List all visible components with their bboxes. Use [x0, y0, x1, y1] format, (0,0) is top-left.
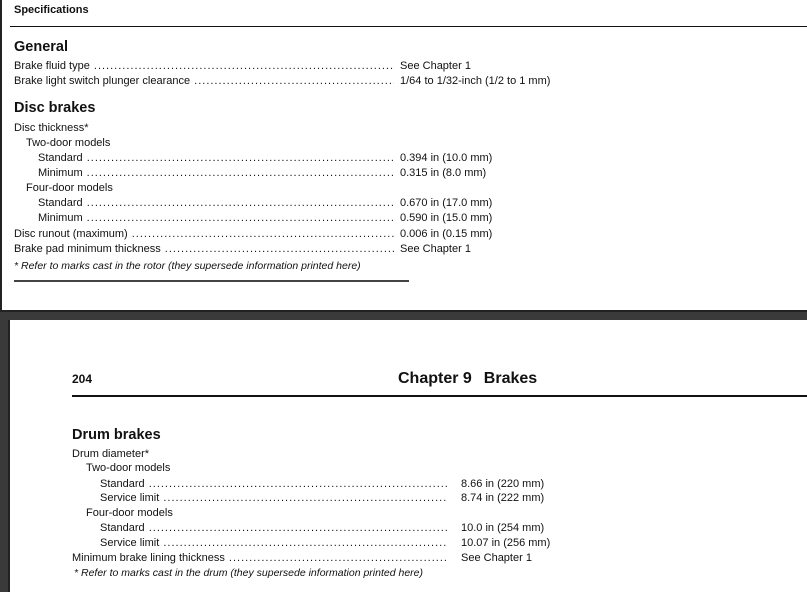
spec-row-disc-two-door-minimum — [38, 167, 487, 180]
spec-row-drum-two-door-standard — [100, 478, 545, 491]
spec-value: 8.74 in (222 mm) — [461, 492, 545, 504]
spec-row-brake-fluid — [14, 60, 471, 73]
spec-label: Brake fluid type ..... — [14, 60, 394, 73]
spec-label: Standard ..... — [100, 478, 448, 491]
spec-value: See Chapter 1 — [461, 552, 532, 564]
chapter-page — [8, 320, 807, 592]
spec-row-disc-runout — [14, 228, 493, 241]
disc-footnote: * Refer to marks cast in the rotor (they supersede information printed here) — [14, 260, 361, 272]
spec-value: 1/64 to 1/32-inch (1/2 to 1 mm) — [400, 75, 551, 87]
chapter-heading — [398, 370, 537, 388]
spec-row-disc-four-door-minimum — [38, 212, 493, 225]
spec-row-disc-four-door-standard — [38, 197, 493, 210]
section-header: Specifications — [14, 4, 89, 16]
spec-label: Service limit ..... — [100, 492, 448, 505]
spec-label: Disc runout (maximum) ..... — [14, 228, 394, 241]
header-rule — [10, 26, 807, 27]
chapter-rule — [72, 395, 807, 397]
spec-value: See Chapter 1 — [400, 243, 471, 255]
spec-label: Brake light switch plunger clearance ..... — [14, 75, 394, 88]
spec-value: 0.590 in (15.0 mm) — [400, 212, 493, 224]
spec-row-drum-two-door-limit — [100, 492, 545, 505]
spec-value: 0.006 in (0.15 mm) — [400, 228, 493, 240]
spec-label: Service limit ..... — [100, 537, 448, 550]
spec-label: Minimum ..... — [38, 212, 394, 225]
spec-label: Standard ..... — [38, 152, 394, 165]
spec-label: Standard ..... — [100, 522, 448, 535]
page-number: 204 — [72, 372, 93, 386]
spec-row-drum-four-door-standard — [100, 522, 545, 535]
spec-row-switch-clearance — [14, 75, 551, 88]
spec-label: Standard ..... — [38, 197, 394, 210]
spec-value: 0.670 in (17.0 mm) — [400, 197, 493, 209]
general-heading: General — [14, 39, 68, 55]
chapter-title: Brakes — [483, 370, 538, 387]
spec-value: 0.315 in (8.0 mm) — [400, 167, 487, 179]
drum-footnote: * Refer to marks cast in the drum (they supersede information printed here) — [74, 567, 423, 579]
spec-value: 10.0 in (254 mm) — [461, 522, 545, 534]
disc-brakes-heading: Disc brakes — [14, 100, 96, 116]
spec-row-disc-two-door-standard — [38, 152, 493, 165]
four-door-label: Four-door models — [86, 507, 173, 519]
disc-thickness-label: Disc thickness* — [14, 122, 89, 134]
spec-label: Minimum ..... — [38, 167, 394, 180]
four-door-label: Four-door models — [26, 182, 113, 194]
drum-brakes-heading: Drum brakes — [72, 427, 161, 443]
spec-value: See Chapter 1 — [400, 60, 471, 72]
spec-value: 10.07 in (256 mm) — [461, 537, 551, 549]
footer-rule — [14, 280, 409, 282]
chapter-number: Chapter 9 — [398, 370, 472, 387]
spec-value: 8.66 in (220 mm) — [461, 478, 545, 490]
spec-label: Minimum brake lining thickness ..... — [72, 552, 448, 565]
spec-row-lining-thickness — [72, 552, 532, 565]
two-door-label: Two-door models — [26, 137, 111, 149]
two-door-label: Two-door models — [86, 462, 171, 474]
spec-value: 0.394 in (10.0 mm) — [400, 152, 493, 164]
spec-label: Brake pad minimum thickness ..... — [14, 243, 394, 256]
spec-row-pad-thickness — [14, 243, 471, 256]
drum-diameter-label: Drum diameter* — [72, 448, 150, 460]
spec-row-drum-four-door-limit — [100, 537, 551, 550]
